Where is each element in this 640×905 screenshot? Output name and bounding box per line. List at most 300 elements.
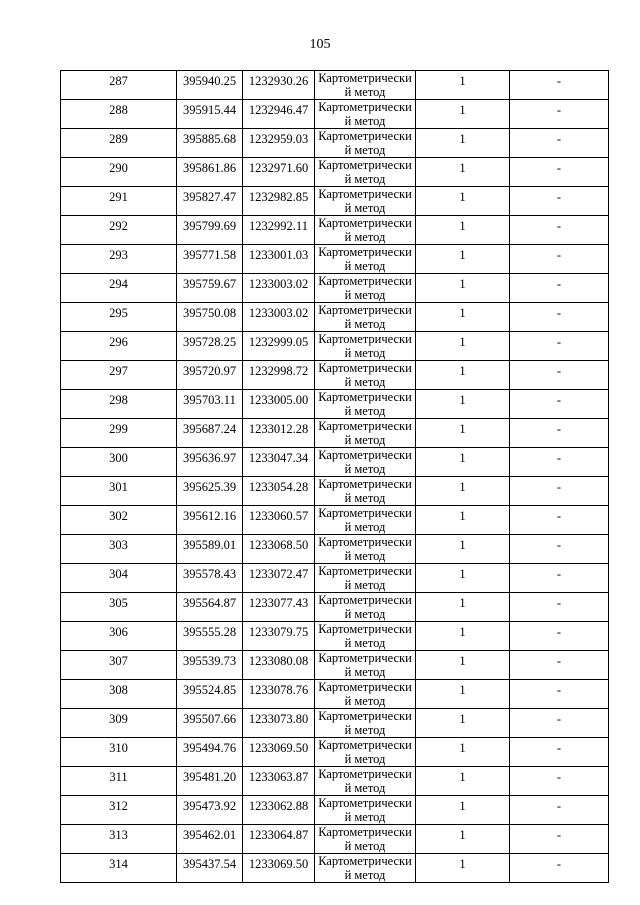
y-coordinate-value: 1233080.08: [248, 654, 309, 668]
point-number-value: 304: [109, 567, 128, 581]
method-cell: [315, 448, 416, 477]
count-cell: [416, 564, 510, 593]
count-cell: [416, 738, 510, 767]
table-row: [61, 129, 609, 158]
point-number-cell: [61, 622, 177, 651]
x-coordinate-cell: [177, 564, 243, 593]
count-value: 1: [459, 451, 466, 465]
method-label-line1: Картометрически: [318, 854, 412, 868]
dash-cell: [510, 216, 609, 245]
y-coordinate-value: 1232982.85: [248, 190, 309, 204]
dash-value: -: [556, 277, 562, 291]
method-label-line2: й метод: [344, 201, 386, 215]
method-label-line2: й метод: [344, 491, 386, 505]
method-label-line1: Картометрически: [318, 216, 412, 230]
count-value: 1: [459, 828, 466, 842]
table-body: [61, 71, 609, 883]
point-number-value: 310: [109, 741, 128, 755]
count-value: 1: [459, 857, 466, 871]
dash-cell: [510, 448, 609, 477]
count-cell: [416, 593, 510, 622]
method-cell: [315, 71, 416, 100]
point-number-cell: [61, 854, 177, 883]
y-coordinate-cell: [243, 854, 315, 883]
y-coordinate-cell: [243, 129, 315, 158]
point-number-value: 297: [109, 364, 128, 378]
point-number-cell: [61, 158, 177, 187]
table-row: [61, 158, 609, 187]
count-cell: [416, 390, 510, 419]
method-label-line2: й метод: [344, 85, 386, 99]
count-value: 1: [459, 683, 466, 697]
y-coordinate-cell: [243, 100, 315, 129]
dash-cell: [510, 187, 609, 216]
point-number-value: 298: [109, 393, 128, 407]
count-value: 1: [459, 306, 466, 320]
method-label-line1: Картометрически: [318, 709, 412, 723]
method-cell: [315, 854, 416, 883]
method-label-line1: Картометрически: [318, 448, 412, 462]
dash-cell: [510, 245, 609, 274]
count-value: 1: [459, 190, 466, 204]
x-coordinate-cell: [177, 535, 243, 564]
y-coordinate-cell: [243, 245, 315, 274]
method-label-line2: й метод: [344, 636, 386, 650]
method-label-line1: Картометрически: [318, 477, 412, 491]
y-coordinate-cell: [243, 825, 315, 854]
x-coordinate-value: 395612.16: [182, 509, 237, 523]
count-value: 1: [459, 480, 466, 494]
method-cell: [315, 216, 416, 245]
x-coordinate-value: 395636.97: [182, 451, 237, 465]
method-cell: [315, 680, 416, 709]
count-cell: [416, 448, 510, 477]
count-value: 1: [459, 248, 466, 262]
dash-value: -: [556, 422, 562, 436]
x-coordinate-value: 395861.86: [182, 161, 237, 175]
y-coordinate-value: 1233012.28: [248, 422, 309, 436]
method-cell: [315, 361, 416, 390]
dash-cell: [510, 738, 609, 767]
dash-cell: [510, 709, 609, 738]
y-coordinate-value: 1233062.88: [248, 799, 309, 813]
method-label-line1: Картометрически: [318, 361, 412, 375]
method-label-line2: й метод: [344, 549, 386, 563]
x-coordinate-cell: [177, 274, 243, 303]
point-number-cell: [61, 593, 177, 622]
method-label-line2: й метод: [344, 520, 386, 534]
y-coordinate-cell: [243, 593, 315, 622]
dash-value: -: [556, 770, 562, 784]
count-value: 1: [459, 799, 466, 813]
count-cell: [416, 506, 510, 535]
x-coordinate-cell: [177, 477, 243, 506]
y-coordinate-cell: [243, 651, 315, 680]
y-coordinate-cell: [243, 796, 315, 825]
y-coordinate-cell: [243, 767, 315, 796]
dash-value: -: [556, 306, 562, 320]
method-cell: [315, 564, 416, 593]
method-cell: [315, 738, 416, 767]
method-label-line2: й метод: [344, 723, 386, 737]
point-number-cell: [61, 680, 177, 709]
point-number-cell: [61, 796, 177, 825]
y-coordinate-cell: [243, 274, 315, 303]
count-value: 1: [459, 74, 466, 88]
point-number-value: 313: [109, 828, 128, 842]
dash-value: -: [556, 364, 562, 378]
y-coordinate-value: 1232959.03: [248, 132, 309, 146]
method-label-line1: Картометрически: [318, 767, 412, 781]
method-cell: [315, 100, 416, 129]
count-value: 1: [459, 654, 466, 668]
dash-cell: [510, 477, 609, 506]
table-row: [61, 245, 609, 274]
table-row: [61, 622, 609, 651]
dash-value: -: [556, 451, 562, 465]
table-row: [61, 100, 609, 129]
point-number-cell: [61, 738, 177, 767]
y-coordinate-cell: [243, 390, 315, 419]
method-label-line1: Картометрически: [318, 564, 412, 578]
dash-value: -: [556, 625, 562, 639]
method-label-line2: й метод: [344, 462, 386, 476]
y-coordinate-cell: [243, 71, 315, 100]
table-row: [61, 71, 609, 100]
y-coordinate-cell: [243, 564, 315, 593]
y-coordinate-cell: [243, 738, 315, 767]
method-label-line1: Картометрически: [318, 129, 412, 143]
count-value: 1: [459, 596, 466, 610]
x-coordinate-cell: [177, 825, 243, 854]
y-coordinate-value: 1233079.75: [248, 625, 309, 639]
table-row: [61, 506, 609, 535]
dash-value: -: [556, 712, 562, 726]
y-coordinate-value: 1233069.50: [248, 741, 309, 755]
x-coordinate-value: 395625.39: [182, 480, 237, 494]
count-value: 1: [459, 422, 466, 436]
point-number-value: 295: [109, 306, 128, 320]
table-row: [61, 738, 609, 767]
point-number-value: 289: [109, 132, 128, 146]
count-cell: [416, 651, 510, 680]
y-coordinate-value: 1232999.05: [248, 335, 309, 349]
x-coordinate-cell: [177, 796, 243, 825]
x-coordinate-value: 395940.25: [182, 74, 237, 88]
count-cell: [416, 100, 510, 129]
y-coordinate-value: 1233054.28: [248, 480, 309, 494]
point-number-value: 305: [109, 596, 128, 610]
count-cell: [416, 477, 510, 506]
method-cell: [315, 506, 416, 535]
point-number-value: 311: [109, 770, 128, 784]
dash-value: -: [556, 857, 562, 871]
x-coordinate-value: 395703.11: [183, 393, 236, 407]
y-coordinate-value: 1233064.87: [248, 828, 309, 842]
count-cell: [416, 622, 510, 651]
x-coordinate-cell: [177, 216, 243, 245]
y-coordinate-value: 1233063.87: [248, 770, 309, 784]
y-coordinate-cell: [243, 187, 315, 216]
x-coordinate-value: 395564.87: [182, 596, 237, 610]
dash-cell: [510, 129, 609, 158]
point-number-value: 300: [109, 451, 128, 465]
point-number-value: 288: [109, 103, 128, 117]
x-coordinate-cell: [177, 622, 243, 651]
count-cell: [416, 245, 510, 274]
method-label-line1: Картометрически: [318, 419, 412, 433]
x-coordinate-value: 395771.58: [182, 248, 237, 262]
y-coordinate-value: 1232930.26: [248, 74, 309, 88]
method-label-line1: Картометрически: [318, 680, 412, 694]
dash-cell: [510, 651, 609, 680]
point-number-value: 302: [109, 509, 128, 523]
count-cell: [416, 303, 510, 332]
method-cell: [315, 274, 416, 303]
count-cell: [416, 767, 510, 796]
method-cell: [315, 767, 416, 796]
x-coordinate-value: 395539.73: [182, 654, 237, 668]
y-coordinate-value: 1232992.11: [249, 219, 308, 233]
x-coordinate-cell: [177, 767, 243, 796]
method-label-line2: й метод: [344, 172, 386, 186]
method-cell: [315, 477, 416, 506]
table-row: [61, 419, 609, 448]
x-coordinate-value: 395720.97: [182, 364, 237, 378]
point-number-value: 309: [109, 712, 128, 726]
table-row: [61, 448, 609, 477]
x-coordinate-cell: [177, 129, 243, 158]
point-number-cell: [61, 651, 177, 680]
dash-value: -: [556, 393, 562, 407]
x-coordinate-value: 395481.20: [182, 770, 237, 784]
count-value: 1: [459, 770, 466, 784]
method-label-line1: Картометрически: [318, 738, 412, 752]
coordinates-table: [60, 70, 609, 883]
method-label-line1: Картометрически: [318, 332, 412, 346]
count-value: 1: [459, 364, 466, 378]
count-cell: [416, 129, 510, 158]
method-cell: [315, 158, 416, 187]
method-label-line2: й метод: [344, 694, 386, 708]
x-coordinate-value: 395827.47: [182, 190, 237, 204]
method-label-line2: й метод: [344, 230, 386, 244]
dash-value: -: [556, 219, 562, 233]
point-number-value: 314: [109, 857, 128, 871]
dash-value: -: [556, 828, 562, 842]
method-label-line1: Картометрически: [318, 593, 412, 607]
point-number-cell: [61, 564, 177, 593]
x-coordinate-cell: [177, 854, 243, 883]
x-coordinate-value: 395759.67: [182, 277, 237, 291]
y-coordinate-value: 1233003.02: [248, 277, 309, 291]
count-value: 1: [459, 335, 466, 349]
y-coordinate-cell: [243, 158, 315, 187]
dash-cell: [510, 390, 609, 419]
method-cell: [315, 825, 416, 854]
method-cell: [315, 245, 416, 274]
method-cell: [315, 622, 416, 651]
method-label-line2: й метод: [344, 288, 386, 302]
x-coordinate-cell: [177, 709, 243, 738]
dash-cell: [510, 158, 609, 187]
method-cell: [315, 535, 416, 564]
method-cell: [315, 187, 416, 216]
x-coordinate-value: 395915.44: [182, 103, 237, 117]
method-label-line2: й метод: [344, 259, 386, 273]
point-number-value: 287: [109, 74, 128, 88]
method-label-line2: й метод: [344, 810, 386, 824]
point-number-cell: [61, 419, 177, 448]
method-cell: [315, 303, 416, 332]
y-coordinate-cell: [243, 535, 315, 564]
method-label-line1: Картометрически: [318, 187, 412, 201]
point-number-value: 291: [109, 190, 128, 204]
page-number: 105: [309, 37, 331, 52]
count-cell: [416, 187, 510, 216]
count-value: 1: [459, 393, 466, 407]
count-value: 1: [459, 712, 466, 726]
y-coordinate-value: 1233069.50: [248, 857, 309, 871]
method-cell: [315, 709, 416, 738]
method-label-line2: й метод: [344, 375, 386, 389]
method-label-line1: Картометрически: [318, 390, 412, 404]
method-label-line2: й метод: [344, 752, 386, 766]
point-number-cell: [61, 709, 177, 738]
dash-value: -: [556, 683, 562, 697]
y-coordinate-value: 1233005.00: [248, 393, 309, 407]
point-number-cell: [61, 129, 177, 158]
x-coordinate-value: 395494.76: [182, 741, 237, 755]
point-number-value: 306: [109, 625, 128, 639]
method-label-line2: й метод: [344, 317, 386, 331]
x-coordinate-value: 395437.54: [182, 857, 237, 871]
x-coordinate-cell: [177, 506, 243, 535]
x-coordinate-cell: [177, 361, 243, 390]
point-number-value: 312: [109, 799, 128, 813]
method-label-line1: Картометрически: [318, 100, 412, 114]
x-coordinate-value: 395578.43: [182, 567, 237, 581]
point-number-cell: [61, 216, 177, 245]
count-cell: [416, 361, 510, 390]
x-coordinate-cell: [177, 680, 243, 709]
point-number-cell: [61, 71, 177, 100]
y-coordinate-value: 1233060.57: [248, 509, 309, 523]
method-cell: [315, 390, 416, 419]
table-row: [61, 796, 609, 825]
point-number-value: 294: [109, 277, 128, 291]
x-coordinate-value: 395462.01: [182, 828, 237, 842]
y-coordinate-cell: [243, 332, 315, 361]
y-coordinate-cell: [243, 477, 315, 506]
y-coordinate-value: 1233077.43: [248, 596, 309, 610]
table-row: [61, 564, 609, 593]
method-cell: [315, 419, 416, 448]
x-coordinate-value: 395507.66: [182, 712, 237, 726]
point-number-value: 292: [109, 219, 128, 233]
method-label-line2: й метод: [344, 665, 386, 679]
method-label-line1: Картометрически: [318, 651, 412, 665]
x-coordinate-cell: [177, 390, 243, 419]
method-label-line1: Картометрически: [318, 71, 412, 85]
method-cell: [315, 796, 416, 825]
count-cell: [416, 419, 510, 448]
dash-value: -: [556, 74, 562, 88]
y-coordinate-cell: [243, 216, 315, 245]
y-coordinate-value: 1233072.47: [248, 567, 309, 581]
dash-cell: [510, 332, 609, 361]
point-number-value: 290: [109, 161, 128, 175]
count-cell: [416, 854, 510, 883]
dash-cell: [510, 535, 609, 564]
count-value: 1: [459, 567, 466, 581]
y-coordinate-cell: [243, 709, 315, 738]
point-number-cell: [61, 825, 177, 854]
x-coordinate-cell: [177, 158, 243, 187]
count-cell: [416, 825, 510, 854]
count-value: 1: [459, 161, 466, 175]
point-number-value: 293: [109, 248, 128, 262]
y-coordinate-cell: [243, 622, 315, 651]
table-row: [61, 854, 609, 883]
method-cell: [315, 593, 416, 622]
table-row: [61, 767, 609, 796]
x-coordinate-value: 395524.85: [182, 683, 237, 697]
method-label-line1: Картометрически: [318, 825, 412, 839]
point-number-value: 296: [109, 335, 128, 349]
y-coordinate-cell: [243, 506, 315, 535]
dash-cell: [510, 100, 609, 129]
dash-value: -: [556, 741, 562, 755]
count-cell: [416, 796, 510, 825]
dash-cell: [510, 854, 609, 883]
table-row: [61, 535, 609, 564]
y-coordinate-value: 1233068.50: [248, 538, 309, 552]
method-label-line1: Картометрически: [318, 245, 412, 259]
table-row: [61, 680, 609, 709]
dash-value: -: [556, 248, 562, 262]
count-cell: [416, 680, 510, 709]
method-label-line2: й метод: [344, 114, 386, 128]
count-value: 1: [459, 132, 466, 146]
x-coordinate-cell: [177, 593, 243, 622]
x-coordinate-value: 395728.25: [182, 335, 237, 349]
x-coordinate-cell: [177, 303, 243, 332]
table-row: [61, 593, 609, 622]
x-coordinate-cell: [177, 187, 243, 216]
method-label-line1: Картометрически: [318, 796, 412, 810]
x-coordinate-value: 395799.69: [182, 219, 237, 233]
count-value: 1: [459, 625, 466, 639]
dash-value: -: [556, 567, 562, 581]
point-number-cell: [61, 187, 177, 216]
x-coordinate-value: 395750.08: [182, 306, 237, 320]
method-label-line2: й метод: [344, 143, 386, 157]
count-value: 1: [459, 509, 466, 523]
x-coordinate-value: 395885.68: [182, 132, 237, 146]
table-row: [61, 274, 609, 303]
point-number-cell: [61, 332, 177, 361]
method-label-line2: й метод: [344, 346, 386, 360]
point-number-cell: [61, 245, 177, 274]
table-row: [61, 651, 609, 680]
y-coordinate-value: 1232998.72: [248, 364, 309, 378]
y-coordinate-value: 1233003.02: [248, 306, 309, 320]
method-label-line2: й метод: [344, 839, 386, 853]
y-coordinate-value: 1233047.34: [248, 451, 309, 465]
dash-value: -: [556, 190, 562, 204]
x-coordinate-value: 395687.24: [182, 422, 237, 436]
